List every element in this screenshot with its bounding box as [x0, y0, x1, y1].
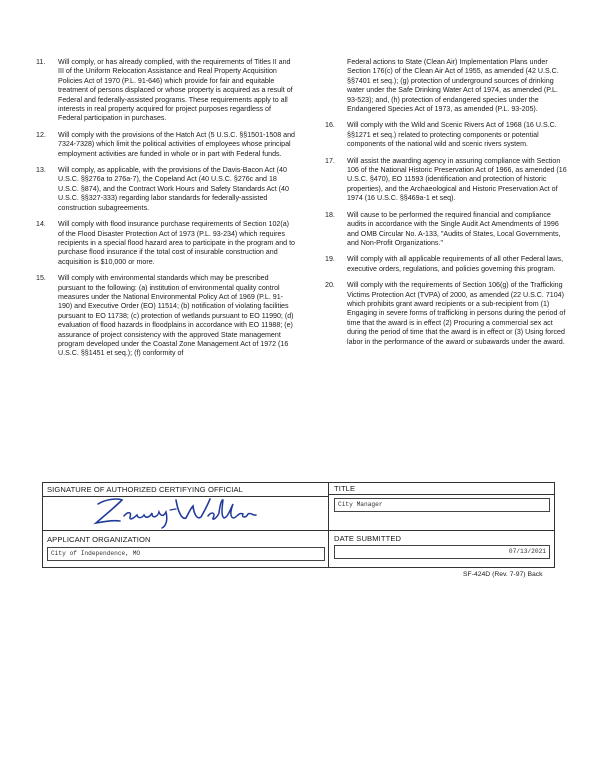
assurance-item-18 — [325, 211, 567, 249]
item-text: Will comply with the provisions of the Hatch Act (5 U.S.C. §§1501-1508 and 7324-7328) which limit the political activities of employees whose principal employment activities are funded in whole or in part with Federal funds. — [58, 130, 295, 158]
divider — [43, 530, 554, 531]
date-submitted-label: DATE SUBMITTED — [334, 534, 402, 543]
assurance-item-12 — [36, 131, 296, 159]
organization-field[interactable]: City of Independence, MO — [47, 547, 325, 561]
divider — [328, 483, 329, 567]
assurance-item-15-continued — [325, 58, 567, 114]
assurance-item-17 — [325, 157, 567, 204]
assurance-item-20 — [325, 281, 567, 347]
form-footer: SF-424D (Rev. 7-97) Back — [463, 571, 543, 578]
left-column — [36, 58, 296, 366]
right-column — [325, 58, 567, 354]
item-text: Will comply, as applicable, with the provisions of the Davis-Bacon Act (40 U.S.C. §§276a to 276a-7), the Copeland Act (40 U.S.C. §276c and 18 U.S.C. §874), and the Contract Work Hours and Safety Standards Act (40 U.S.C. §§327-333) regarding labor standards for federally-assisted construction subagreements. — [58, 166, 289, 212]
item-number: 16. — [325, 121, 335, 130]
item-text: Will comply with environmental standards which may be prescribed pursuant to the following: (a) institution of environmental quality control measures under the National Environmental Policy Act of 1969 (P.L. 91-190) and Executive Order (EO) 11514; (b) notification of violating facilities pursuant to EO 11738; (c) protection of wetlands pursuant to EO 11990; (d) evaluation of flood hazards in floodplains in accordance with EO 11988; (e) assurance of project consistency with the approved State management program developed under the Coastal Zone Management Act of 1972 (16 U.S.C. §§1451 et seq.); (f) conformity of — [58, 274, 294, 358]
signature-image — [58, 490, 258, 530]
assurance-item-14 — [36, 220, 296, 267]
item-number: 19. — [325, 255, 335, 264]
item-text: Will comply with the Wild and Scenic Rivers Act of 1968 (16 U.S.C. §§1271 et seq.) related to protecting components or potential components of the national wild and scenic rivers system. — [347, 121, 557, 149]
item-text: Will comply, or has already complied, with the requirements of Titles II and III of the Uniform Relocation Assistance and Real Property Acquisition Policies Act of 1970 (P.L. 91-646) which provide for fair and equitable treatment of persons displaced or whose property is acquired as a result of Federal and federally-assisted programs. These requirements apply to all interests in real property acquired for project purposes regardless of Federal participation in purchases. — [58, 58, 293, 123]
assurance-item-13 — [36, 166, 296, 213]
item-number: 17. — [325, 156, 335, 165]
item-text: Will comply with all applicable requirements of all other Federal laws, executive orders, regulations, and policies governing this program. — [347, 255, 564, 273]
item-number: 15. — [36, 274, 46, 283]
item-number: 18. — [325, 210, 335, 219]
assurance-item-11 — [36, 58, 296, 124]
item-text: Will assist the awarding agency in assuring compliance with Section 106 of the National Historic Preservation Act of 1966, as amended (16 U.S.C. §470), EO 11593 (identification and protection of historic properties), and the Archaeological and Historic Preservation Act of 1974 (16 U.S.C. §§469a-1 et seq). — [347, 156, 567, 203]
item-number: 13. — [36, 166, 46, 175]
assurance-item-16 — [325, 121, 567, 149]
item-number: 11. — [36, 58, 46, 66]
item-text: Will cause to be performed the required financial and compliance audits in accordance with the Single Audit Act Amendments of 1996 and OMB Circular No. A-133, "Audits of States, Local Governments, and Non-Profit Organizations." — [347, 210, 561, 247]
item-text: Will comply with the requirements of Section 106(g) of the Trafficking Victims Protection Act (TVPA) of 2000, as amended (22 U.S.C. 7104) which prohibits grant award recipients or a sub-recipient from (1) Engaging in severe forms of trafficking in persons during the period of time that the award is in effect (2) Procuring a commercial sex act during the period of time that the award is in effect or (3) Using forced labor in the performance of the award or subawards under the award. — [347, 281, 566, 346]
title-field[interactable]: City Manager — [334, 498, 550, 512]
signature-label: SIGNATURE OF AUTHORIZED CERTIFYING OFFICIAL — [47, 485, 243, 494]
date-submitted-field[interactable]: 07/13/2021 — [334, 545, 550, 559]
item-text: Federal actions to State (Clean Air) Implementation Plans under Section 176(c) of the Clean Air Act of 1955, as amended (42 U.S.C. §§7401 et seq.); (g) protection of underground sources of drinking water under the Safe Drinking Water Act of 1974, as amended (P.L. 93-523); and, (h) protection of endangered species under the Endangered Species Act of 1973, as amended (P.L. 93-205). — [347, 58, 559, 114]
assurance-item-15 — [36, 274, 296, 359]
title-label: TITLE — [334, 484, 356, 493]
item-number: 12. — [36, 130, 46, 139]
item-number: 20. — [325, 281, 335, 290]
divider — [328, 494, 554, 495]
item-number: 14. — [36, 220, 46, 229]
assurance-item-19 — [325, 255, 567, 274]
organization-label: APPLICANT ORGANIZATION — [47, 535, 151, 544]
item-text: Will comply with flood insurance purchase requirements of Section 102(a) of the Flood Disaster Protection Act of 1973 (P.L. 93-234) which requires recipients in a special flood hazard area to participate in the program and to purchase flood insurance if the total cost of insurable construction and acquisition is $10,000 or more. — [58, 220, 295, 266]
